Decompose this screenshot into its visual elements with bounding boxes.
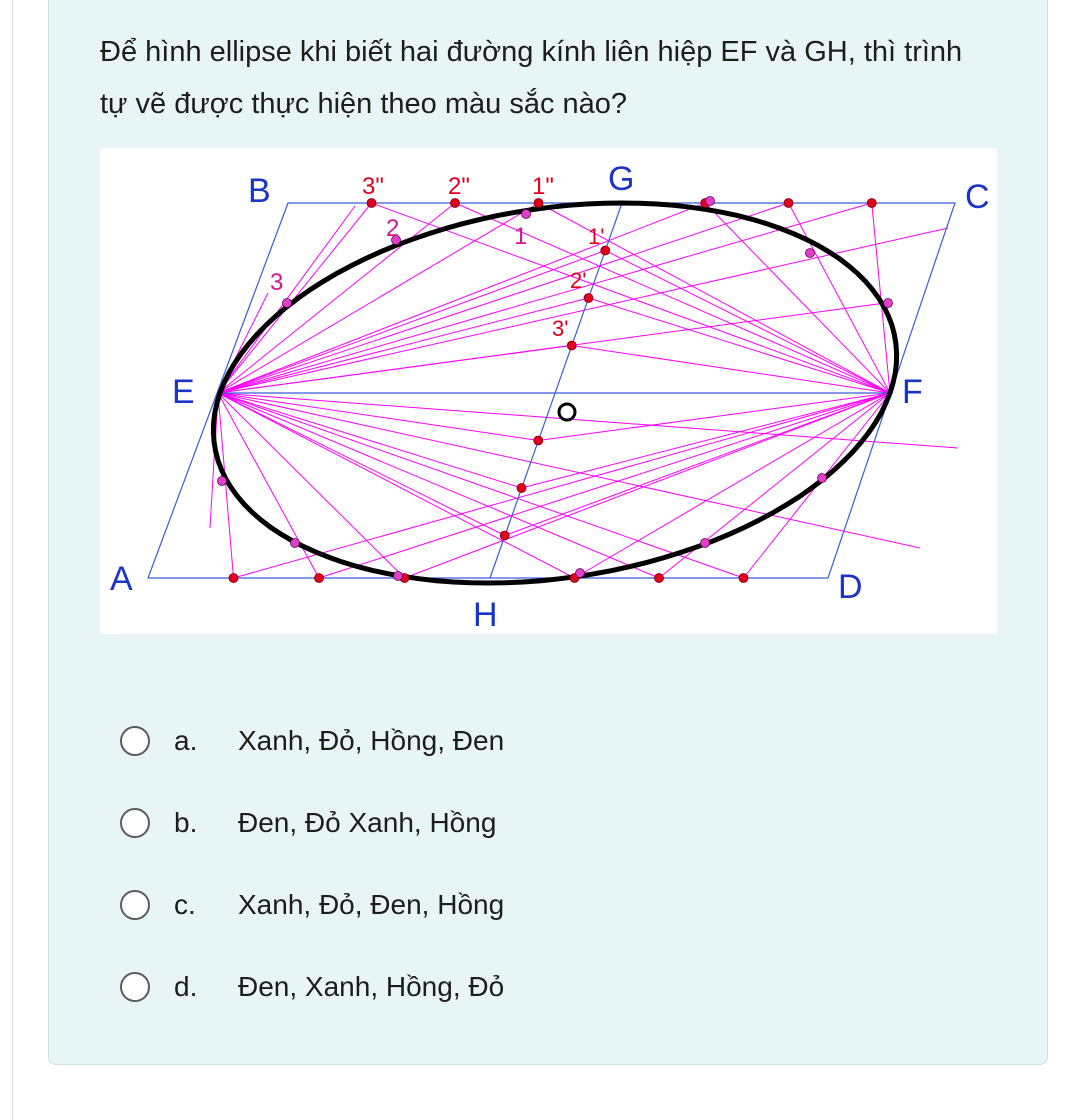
option-d-letter: d. [174, 971, 198, 1002]
division-point-gh-down-2 [500, 531, 509, 540]
division-point-gh-down-0 [534, 436, 543, 445]
ellipse-point-5 [394, 572, 403, 581]
ellipse-point-8 [884, 299, 893, 308]
label-g: G [608, 160, 635, 198]
division-point-top-3 [784, 199, 793, 208]
question-text: Để hình ellipse khi biết hai đường kính liên hiệp EF và GH, thì trình tự vẽ được thực hiện theo màu sắc nào? [100, 36, 963, 120]
label-2-double-prime: 2" [448, 173, 470, 200]
ellipse-point-2 [283, 299, 292, 308]
label-2-prime: 2' [570, 268, 587, 293]
label-3-prime: 3' [552, 316, 569, 341]
label-1: 1 [514, 223, 528, 250]
construction-diagram [100, 148, 997, 634]
ellipse-point-4 [291, 539, 300, 548]
option-d[interactable] [120, 946, 504, 1028]
ellipse-point-3 [218, 477, 227, 486]
left-border [0, 0, 13, 1120]
construction-ray-16 [218, 393, 319, 578]
label-2: 2 [386, 215, 400, 242]
construction-ray-31 [538, 393, 890, 441]
option-c[interactable] [120, 864, 504, 946]
ellipse-point-9 [818, 474, 827, 483]
label-h: H [473, 596, 498, 634]
label-a: A [110, 560, 133, 598]
construction-ray-3 [705, 203, 890, 393]
center-o-marker [559, 404, 575, 420]
construction-ray-33 [522, 393, 891, 488]
division-point-bottom-3 [655, 574, 664, 583]
label-e: E [172, 373, 195, 411]
division-point-gh-down-1 [517, 484, 526, 493]
ellipse-point-0 [522, 210, 531, 219]
option-b[interactable] [120, 782, 504, 864]
label-1-double-prime: 1" [532, 173, 554, 200]
label-f: F [902, 373, 923, 411]
radio-option-a[interactable] [120, 726, 150, 756]
radio-option-b[interactable] [120, 808, 150, 838]
construction-ray-40 [218, 228, 948, 393]
construction-ray-26 [218, 298, 589, 393]
radio-option-c[interactable] [120, 890, 150, 920]
option-b-letter: b. [174, 807, 198, 838]
radio-option-d[interactable] [120, 972, 150, 1002]
label-b: B [248, 172, 271, 210]
label-1-prime: 1' [588, 224, 605, 249]
answer-options [120, 700, 504, 1028]
construction-ray-32 [218, 393, 522, 488]
construction-ray-22 [218, 393, 744, 578]
construction-ray-9 [372, 203, 891, 393]
ellipse-point-6 [706, 197, 715, 206]
construction-ray-10 [218, 203, 872, 393]
option-a[interactable] [120, 700, 504, 782]
division-point-top-5 [867, 199, 876, 208]
label-3: 3 [270, 269, 284, 296]
label-3-double-prime: 3" [362, 173, 384, 200]
construction-ray-21 [234, 393, 891, 578]
division-point-bottom-2 [315, 574, 324, 583]
construction-ray-0 [218, 203, 539, 393]
option-d-text: Đen, Xanh, Hồng, Đỏ [238, 971, 505, 1002]
label-d: D [838, 568, 863, 606]
option-b-text: Đen, Đỏ Xanh, Hồng [238, 807, 497, 838]
division-point-bottom-4 [229, 574, 238, 583]
label-c: C [965, 178, 990, 216]
ellipse-point-10 [701, 539, 710, 548]
option-a-letter: a. [174, 725, 198, 756]
ellipse-point-11 [576, 569, 585, 578]
construction-ray-27 [589, 298, 891, 393]
option-a-text: Xanh, Đỏ, Hồng, Đen [238, 725, 505, 756]
division-point-bottom-5 [739, 574, 748, 583]
diameter-gh [490, 203, 622, 578]
option-c-text: Xanh, Đỏ, Đen, Hồng [238, 889, 505, 920]
construction-ray-6 [218, 203, 789, 393]
division-point-gh-up-1 [584, 294, 593, 303]
option-c-letter: c. [174, 889, 196, 920]
division-point-gh-up-0 [567, 341, 576, 350]
ellipse-figure [100, 148, 997, 634]
ellipse-point-7 [806, 249, 815, 258]
construction-ray-15 [575, 393, 891, 578]
